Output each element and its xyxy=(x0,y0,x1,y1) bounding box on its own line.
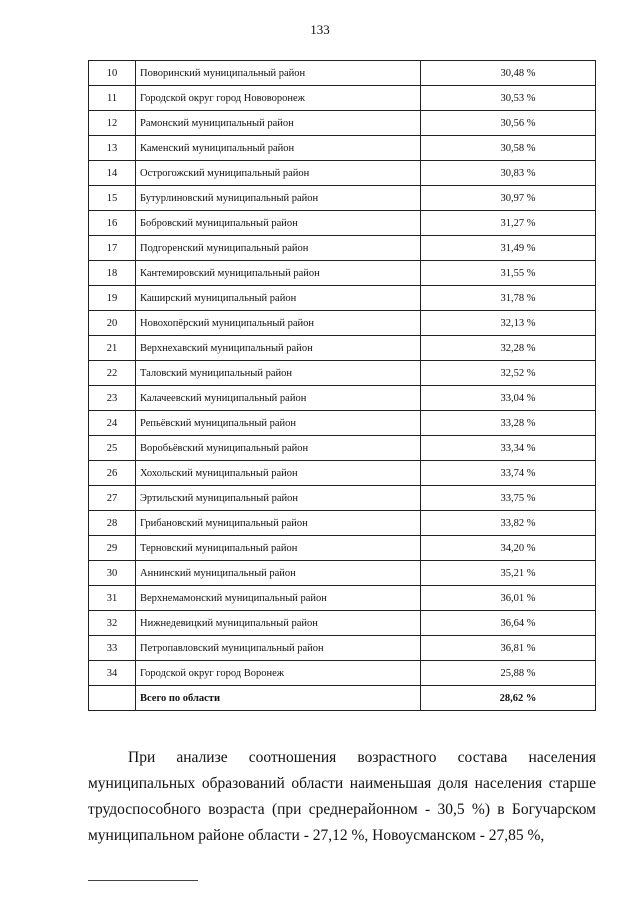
share-value-cell: 30,97 % xyxy=(421,186,596,211)
share-value-cell: 31,49 % xyxy=(421,236,596,261)
district-name-cell: Репьёвский муниципальный район xyxy=(136,411,421,436)
table-row xyxy=(89,211,596,236)
share-value-cell: 30,53 % xyxy=(421,86,596,111)
share-value-cell: 33,04 % xyxy=(421,386,596,411)
district-name-cell: Каменский муниципальный район xyxy=(136,136,421,161)
district-name-cell: Бобровский муниципальный район xyxy=(136,211,421,236)
total-label-cell: Всего по области xyxy=(136,686,421,711)
district-share-table xyxy=(88,60,596,711)
row-number-cell: 14 xyxy=(89,161,136,186)
table-row xyxy=(89,461,596,486)
share-value-cell: 32,13 % xyxy=(421,311,596,336)
table-row xyxy=(89,261,596,286)
row-number-cell: 34 xyxy=(89,661,136,686)
share-value-cell: 33,28 % xyxy=(421,411,596,436)
row-number-cell: 27 xyxy=(89,486,136,511)
district-name-cell: Бутурлиновский муниципальный район xyxy=(136,186,421,211)
district-name-cell: Верхнемамонский муниципальный район xyxy=(136,586,421,611)
total-num-cell xyxy=(89,686,136,711)
table-row xyxy=(89,586,596,611)
table-row xyxy=(89,511,596,536)
share-value-cell: 34,20 % xyxy=(421,536,596,561)
row-number-cell: 23 xyxy=(89,386,136,411)
footnote-divider xyxy=(88,880,198,881)
row-number-cell: 31 xyxy=(89,586,136,611)
row-number-cell: 29 xyxy=(89,536,136,561)
district-name-cell: Грибановский муниципальный район xyxy=(136,511,421,536)
share-value-cell: 36,81 % xyxy=(421,636,596,661)
share-value-cell: 35,21 % xyxy=(421,561,596,586)
table-row xyxy=(89,111,596,136)
district-name-cell: Острогожский муниципальный район xyxy=(136,161,421,186)
table-row xyxy=(89,136,596,161)
district-name-cell: Новохопёрский муниципальный район xyxy=(136,311,421,336)
table-row xyxy=(89,661,596,686)
share-value-cell: 31,27 % xyxy=(421,211,596,236)
row-number-cell: 24 xyxy=(89,411,136,436)
share-value-cell: 33,74 % xyxy=(421,461,596,486)
share-value-cell: 33,75 % xyxy=(421,486,596,511)
table-row xyxy=(89,311,596,336)
body-paragraph: При анализе соотношения возрастного состава населения муниципальных образований области наименьшая доля населения старше трудоспособного возраста (при среднерайонном - 30,5 %) в Богучарском муниципальном районе области - 27,12 %, Новоусманском - 27,85 %, xyxy=(88,748,596,844)
district-name-cell: Подгоренский муниципальный район xyxy=(136,236,421,261)
row-number-cell: 32 xyxy=(89,611,136,636)
table-row xyxy=(89,61,596,86)
district-name-cell: Петропавловский муниципальный район xyxy=(136,636,421,661)
share-value-cell: 36,64 % xyxy=(421,611,596,636)
district-name-cell: Аннинский муниципальный район xyxy=(136,561,421,586)
district-name-cell: Воробьёвский муниципальный район xyxy=(136,436,421,461)
row-number-cell: 19 xyxy=(89,286,136,311)
table-row xyxy=(89,236,596,261)
table-row xyxy=(89,486,596,511)
row-number-cell: 13 xyxy=(89,136,136,161)
share-value-cell: 33,34 % xyxy=(421,436,596,461)
share-value-cell: 30,58 % xyxy=(421,136,596,161)
district-name-cell: Городской округ город Нововоронеж xyxy=(136,86,421,111)
table-row xyxy=(89,336,596,361)
share-value-cell: 36,01 % xyxy=(421,586,596,611)
table-row xyxy=(89,186,596,211)
row-number-cell: 15 xyxy=(89,186,136,211)
share-value-cell: 25,88 % xyxy=(421,661,596,686)
total-value-cell: 28,62 % xyxy=(421,686,596,711)
district-name-cell: Городской округ город Воронеж xyxy=(136,661,421,686)
share-value-cell: 33,82 % xyxy=(421,511,596,536)
table-row xyxy=(89,436,596,461)
district-name-cell: Хохольский муниципальный район xyxy=(136,461,421,486)
share-value-cell: 31,78 % xyxy=(421,286,596,311)
row-number-cell: 10 xyxy=(89,61,136,86)
district-name-cell: Нижнедевицкий муниципальный район xyxy=(136,611,421,636)
share-value-cell: 32,52 % xyxy=(421,361,596,386)
district-name-cell: Каширский муниципальный район xyxy=(136,286,421,311)
page-number: 133 xyxy=(310,22,330,37)
district-name-cell: Калачеевский муниципальный район xyxy=(136,386,421,411)
district-name-cell: Кантемировский муниципальный район xyxy=(136,261,421,286)
row-number-cell: 33 xyxy=(89,636,136,661)
share-value-cell: 32,28 % xyxy=(421,336,596,361)
row-number-cell: 25 xyxy=(89,436,136,461)
table-row xyxy=(89,286,596,311)
district-name-cell: Эртильский муниципальный район xyxy=(136,486,421,511)
district-name-cell: Верхнехавский муниципальный район xyxy=(136,336,421,361)
table-row xyxy=(89,611,596,636)
row-number-cell: 17 xyxy=(89,236,136,261)
row-number-cell: 20 xyxy=(89,311,136,336)
district-name-cell: Рамонский муниципальный район xyxy=(136,111,421,136)
row-number-cell: 11 xyxy=(89,86,136,111)
share-value-cell: 30,48 % xyxy=(421,61,596,86)
row-number-cell: 16 xyxy=(89,211,136,236)
row-number-cell: 26 xyxy=(89,461,136,486)
share-value-cell: 30,56 % xyxy=(421,111,596,136)
table-row xyxy=(89,86,596,111)
share-value-cell: 31,55 % xyxy=(421,261,596,286)
district-name-cell: Терновский муниципальный район xyxy=(136,536,421,561)
row-number-cell: 18 xyxy=(89,261,136,286)
table-body xyxy=(89,61,596,711)
row-number-cell: 28 xyxy=(89,511,136,536)
row-number-cell: 21 xyxy=(89,336,136,361)
table-row xyxy=(89,536,596,561)
table-row xyxy=(89,411,596,436)
table-row xyxy=(89,161,596,186)
district-name-cell: Таловский муниципальный район xyxy=(136,361,421,386)
total-row xyxy=(89,686,596,711)
table-row xyxy=(89,361,596,386)
district-name-cell: Поворинский муниципальный район xyxy=(136,61,421,86)
row-number-cell: 30 xyxy=(89,561,136,586)
share-value-cell: 30,83 % xyxy=(421,161,596,186)
table-row xyxy=(89,636,596,661)
row-number-cell: 12 xyxy=(89,111,136,136)
row-number-cell: 22 xyxy=(89,361,136,386)
table-row xyxy=(89,561,596,586)
table-row xyxy=(89,386,596,411)
